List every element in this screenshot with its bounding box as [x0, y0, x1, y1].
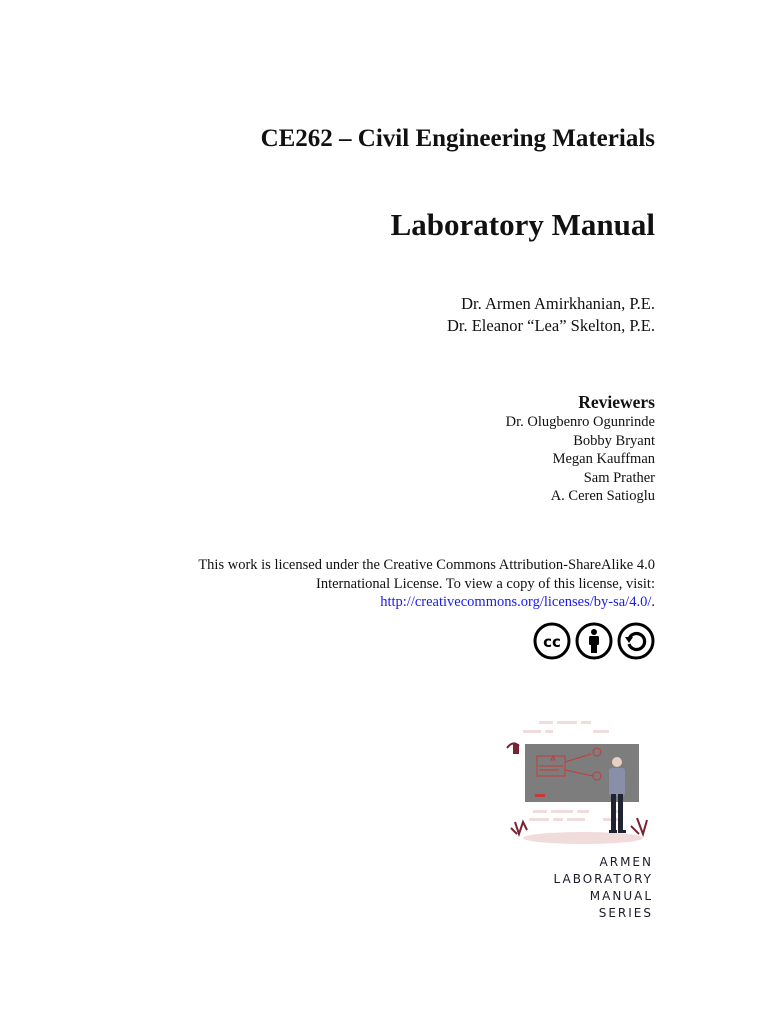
reviewer-name: Dr. Olugbenro Ogunrinde [505, 414, 655, 430]
series-line: manual [589, 885, 653, 904]
author-name: Dr. Eleanor “Lea” Skelton, P.E. [446, 316, 655, 335]
series-wordmark [554, 852, 653, 920]
author-name: Dr. Armen Amirkhanian, P.E. [461, 294, 655, 313]
license-line: International License. To view a copy of this license, visit: [316, 575, 655, 592]
cc-license-badge [533, 622, 655, 660]
share-alike-icon [617, 622, 655, 660]
license-statement [198, 556, 655, 612]
reviewers-heading: Reviewers [578, 392, 655, 412]
authors-block [447, 293, 655, 337]
by-person-icon [575, 622, 613, 660]
cc-icon [533, 622, 571, 660]
series-line: armen [599, 851, 653, 870]
reviewer-name: Bobby Bryant [573, 432, 655, 449]
license-link[interactable]: http://creativecommons.org/licenses/by-sa/4.0/ [380, 594, 652, 610]
series-line: series [598, 902, 653, 921]
reviewer-name: Megan Kauffman [552, 451, 655, 467]
reviewers-list [506, 413, 655, 506]
course-title: CE262 – Civil Engineering Materials [260, 125, 655, 152]
reviewer-name: Sam Prather [583, 469, 655, 486]
license-period: . [651, 594, 655, 610]
svg-text:cc: cc [543, 633, 561, 651]
presenter-figure [609, 757, 626, 833]
reviewer-name: A. Ceren Satioglu [550, 488, 655, 504]
license-line: This work is licensed under the Creative Commons Attribution-ShareAlike 4.0 [198, 557, 655, 573]
document-title: Laboratory Manual [390, 207, 655, 242]
license-url-line [198, 593, 655, 612]
series-line: laboratory [553, 868, 653, 887]
